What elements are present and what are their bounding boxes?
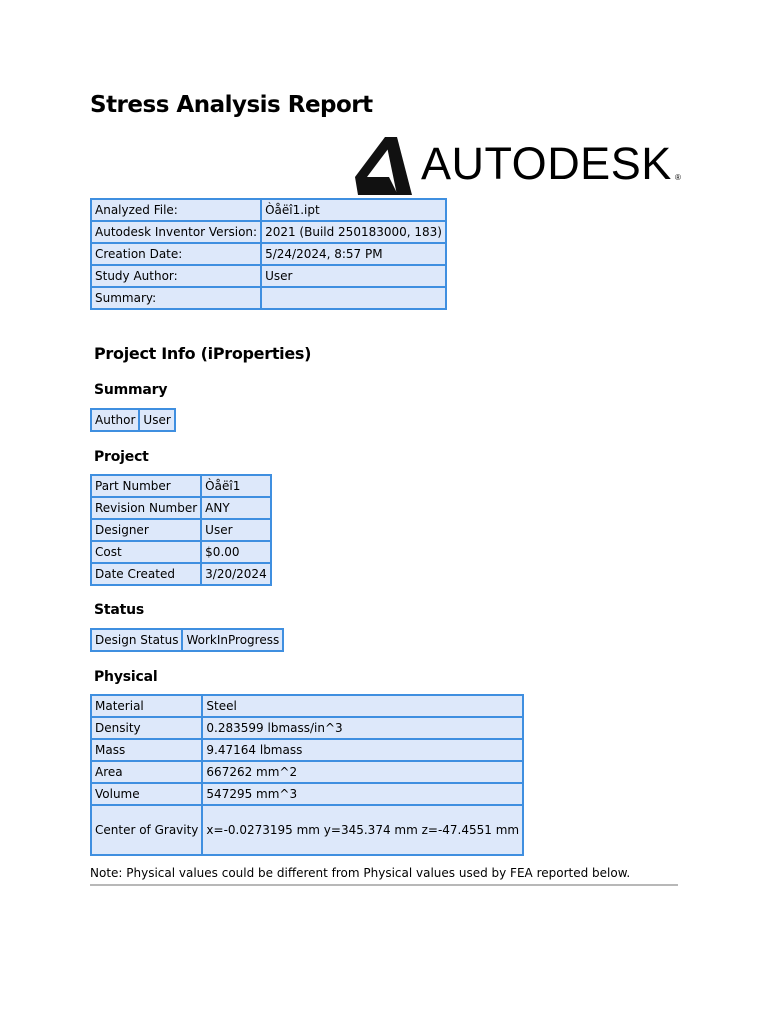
- table-row: [91, 717, 523, 739]
- physical-value: 9.47164 lbmass: [202, 739, 523, 761]
- physical-value: 547295 mm^3: [202, 783, 523, 805]
- project-value: $0.00: [201, 541, 271, 563]
- project-table: [90, 474, 272, 586]
- file-info-value: Òåëî1.ipt: [261, 199, 446, 221]
- summary-label: Author: [91, 409, 139, 431]
- table-row: [91, 475, 271, 497]
- file-info-label: Autodesk Inventor Version:: [91, 221, 261, 243]
- physical-value: 0.283599 lbmass/in^3: [202, 717, 523, 739]
- table-row: [91, 519, 271, 541]
- physical-heading: Physical: [94, 669, 158, 685]
- page-title: Stress Analysis Report: [90, 92, 373, 118]
- table-row: [91, 695, 523, 717]
- project-heading: Project: [94, 449, 149, 465]
- table-row: [91, 563, 271, 585]
- summary-heading: Summary: [94, 382, 168, 398]
- table-row: [91, 265, 446, 287]
- project-info-heading: Project Info (iProperties): [94, 344, 312, 363]
- registered-mark: ®: [675, 173, 681, 182]
- table-row: [91, 629, 283, 651]
- status-table: [90, 628, 284, 652]
- project-value: ANY: [201, 497, 271, 519]
- project-label: Date Created: [91, 563, 201, 585]
- autodesk-logo: [355, 137, 685, 195]
- physical-label: Mass: [91, 739, 202, 761]
- summary-value: User: [139, 409, 174, 431]
- physical-value: 667262 mm^2: [202, 761, 523, 783]
- table-row: [91, 221, 446, 243]
- file-info-value: User: [261, 265, 446, 287]
- autodesk-wordmark: AUTODESK: [421, 138, 672, 189]
- physical-label: Area: [91, 761, 202, 783]
- divider: [90, 884, 678, 886]
- physical-label: Material: [91, 695, 202, 717]
- file-info-table: [90, 198, 447, 310]
- summary-table: [90, 408, 176, 432]
- project-value: User: [201, 519, 271, 541]
- table-row: [91, 243, 446, 265]
- project-label: Part Number: [91, 475, 201, 497]
- physical-value: x=-0.0273195 mm y=345.374 mm z=-47.4551 mm: [202, 805, 523, 855]
- table-row: [91, 761, 523, 783]
- file-info-value: [261, 287, 446, 309]
- status-value: WorkInProgress: [182, 629, 283, 651]
- physical-label: Volume: [91, 783, 202, 805]
- autodesk-a-icon: [355, 137, 415, 195]
- table-row: [91, 739, 523, 761]
- physical-table: [90, 694, 524, 856]
- table-row: [91, 287, 446, 309]
- table-row: [91, 541, 271, 563]
- table-row: [91, 409, 175, 431]
- file-info-value: 5/24/2024, 8:57 PM: [261, 243, 446, 265]
- table-row: [91, 783, 523, 805]
- status-label: Design Status: [91, 629, 182, 651]
- project-label: Cost: [91, 541, 201, 563]
- physical-label: Density: [91, 717, 202, 739]
- project-label: Revision Number: [91, 497, 201, 519]
- table-row: [91, 199, 446, 221]
- file-info-label: Summary:: [91, 287, 261, 309]
- file-info-label: Creation Date:: [91, 243, 261, 265]
- project-label: Designer: [91, 519, 201, 541]
- file-info-label: Analyzed File:: [91, 199, 261, 221]
- physical-label: Center of Gravity: [91, 805, 202, 855]
- project-value: 3/20/2024: [201, 563, 271, 585]
- physical-value: Steel: [202, 695, 523, 717]
- file-info-label: Study Author:: [91, 265, 261, 287]
- table-row: [91, 497, 271, 519]
- project-value: Òåëî1: [201, 475, 271, 497]
- physical-values-note: Note: Physical values could be different from Physical values used by FEA reported below.: [90, 866, 631, 880]
- table-row: [91, 805, 523, 855]
- status-heading: Status: [94, 602, 145, 618]
- file-info-value: 2021 (Build 250183000, 183): [261, 221, 446, 243]
